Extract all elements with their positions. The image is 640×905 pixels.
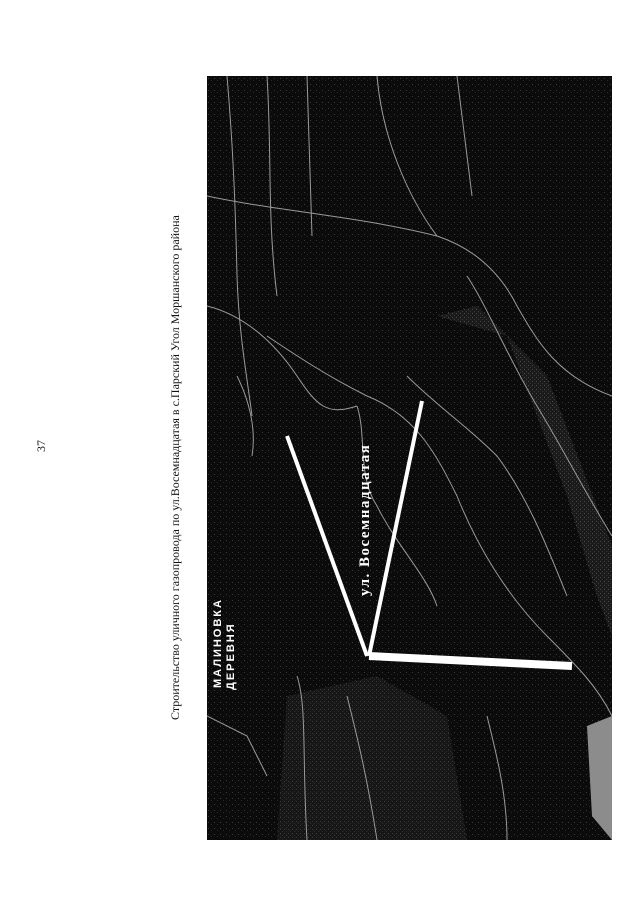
map-canvas [207,76,612,840]
page-number: 37 [34,440,48,452]
village-label-line1: МАЛИНОВКА [212,598,224,688]
map-caption: Строительство уличного газопровода по ул.Восемнадцатая в с.Парский Угол Моршанского района [168,215,182,720]
satellite-map [207,76,612,840]
street-label: ул. Восемнадцатая [357,443,373,596]
village-label-line2: ДЕРЕВНЯ [225,622,237,690]
